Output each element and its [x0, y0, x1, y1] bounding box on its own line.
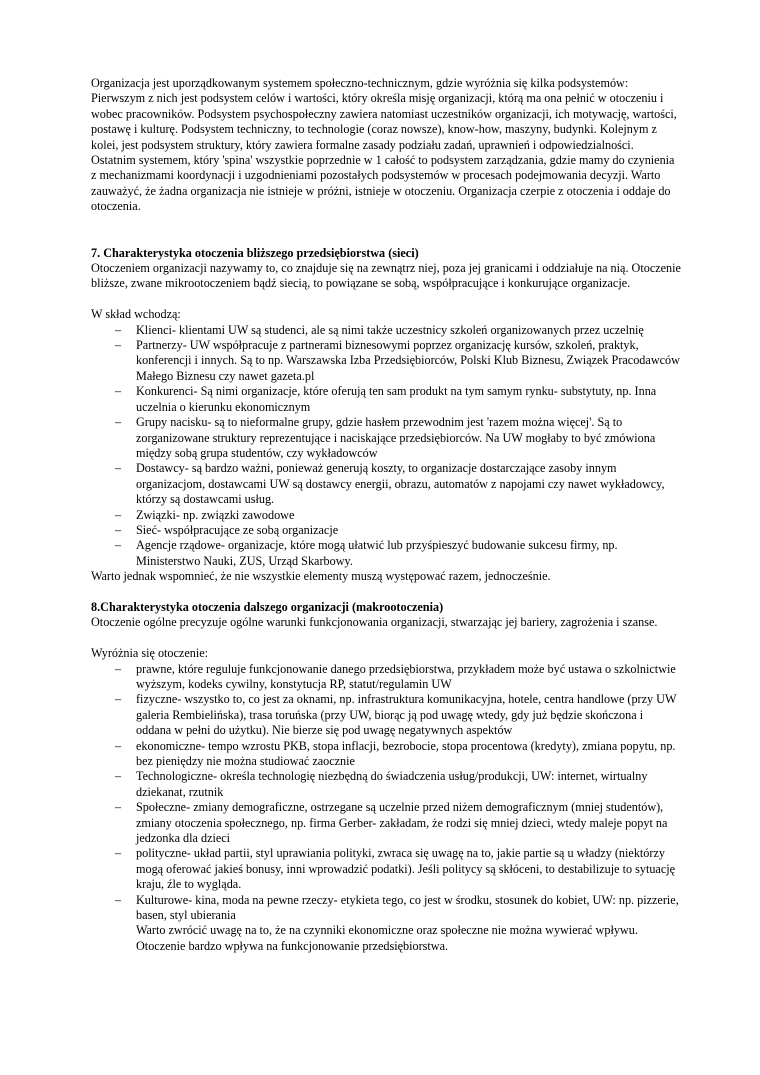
dash-bullet: – [115, 507, 122, 522]
list-item [91, 415, 681, 461]
list-item [91, 323, 681, 338]
list-item-text: Grupy nacisku- są to nieformalne grupy, gdzie hasłem przewodnim jest 'razem można więcej'. Są to zorganizowane struktury reprezentujące i naciskające przedsiębiorców. Na UW mogłaby to być zmówiona między sobą grupa studentów, czy wykładowców [136, 415, 656, 460]
intro-paragraph: Organizacja jest uporządkowanym systemem społeczno-technicznym, gdzie wyróżnia się kilka podsystemów: Pierwszym z nich jest podsystem celów i wartości, który określa misję organizacji, którą ma ona pełnić w otoczeniu i wobec pracowników. Podsystem psychospołeczny zawiera natomiast uczestników organizacji, ich motywację, wartości, postawę i kulturę. Podsystem techniczny, to technologie (coraz nowsze), know-how, maszyny, budynki. Kolejnym z kolei, jest podsystem struktury, który zawiera formalne zasady podziału zadań, uprawnień i odpowiedzialności. Ostatnim systemem, który 'spina' wszystkie poprzednie w 1 całość to podsystem zarządzania, gdzie mamy do czynienia z mechanizmami koordynacji i uzgodnieniami pozostałych podsystemów w procesach podejmowania decyzji. Warto zauważyć, że żadna organizacja nie istnieje w próżni, istnieje w otoczeniu. Organizacja czerpie z otoczenia i oddaje do otoczenia. [91, 76, 677, 214]
list-item-text: prawne, które reguluje funkcjonowanie danego przedsiębiorstwa, przykładem może być ustawa o szkolnictwie wyższym, kodeks cywilny, konstytucja RP, statut/regulamin UW [136, 661, 676, 691]
list-item-text: Sieć- współpracujące ze sobą organizacje [136, 522, 339, 537]
list-item [91, 384, 681, 415]
document-page [91, 76, 681, 954]
section-8-list [91, 662, 681, 955]
closing-line: Otoczenie bardzo wpływa na funkcjonowanie przedsiębiorstwa. [136, 938, 449, 953]
dash-bullet: – [115, 846, 122, 861]
list-item-text: Kulturowe- kina, moda na pewne rzeczy- etykieta tego, co jest w środku, stosunek do kobiet, UW: np. pizzerie, basen, styl ubierania [136, 892, 679, 923]
section-8-heading: 8.Charakterystyka otoczenia dalszego organizacji (makrootoczenia) [91, 599, 444, 614]
dash-bullet: – [115, 692, 122, 707]
section-7 [91, 246, 681, 585]
list-item [91, 769, 681, 800]
dash-bullet: – [115, 538, 122, 553]
list-item [91, 538, 681, 569]
list-item [91, 461, 681, 507]
dash-bullet: – [115, 522, 122, 537]
dash-bullet: – [115, 461, 122, 476]
dash-bullet: – [115, 384, 122, 399]
list-item-text: ekonomiczne- tempo wzrostu PKB, stopa inflacji, bezrobocie, stopa procentowa (kredyty), zmiana popytu, np. bez pieniędzy nie można studiować zaocznie [136, 738, 676, 769]
dash-bullet: – [115, 800, 122, 815]
list-item-text: Partnerzy- UW współpracuje z partnerami biznesowymi poprzez organizację kursów, szkoleń, praktyk, konferencji i innych. Są to np. Warszawska Izba Przedsiębiorców, Polski Klub Biznesu, Związek Pracodawców Małego Biznesu czy nawet gazeta.pl [136, 338, 680, 383]
dash-bullet: – [115, 738, 122, 753]
list-item-text: Konkurenci- Są nimi organizacje, które oferują ten sam produkt na tym samym rynku- substytuty, np. Inna uczelnia o kierunku ekonomicznym [136, 384, 657, 414]
dash-bullet: – [115, 415, 122, 430]
closing-line: Warto zwrócić uwagę na to, że na czynniki ekonomiczne oraz społeczne nie można wywierać wpływu. [136, 923, 638, 938]
list-item [91, 523, 681, 538]
section-8-list-intro: Wyróżnia się otoczenie: [91, 646, 209, 661]
list-item-text: fizyczne- wszystko to, co jest za oknami, np. infrastruktura komunikacyjna, hotele, centra handlowe (przy UW galeria Rembielińska), trasa toruńska (przy UW, biorąc ją pod uwagę wtedy, gdy już będzie skończona i oddana w pełni do użytku). Nie bierze się pod uwagę negatywnych aspektów [136, 692, 677, 738]
section-7-list-intro: W skład wchodzą: [91, 307, 181, 322]
list-item-text: Społeczne- zmiany demograficzne, ostrzegane są uczelnie przed niżem demograficznym (mniej studentów), zmiany otoczenia społecznego, np. firma Gerber- zakładam, że rodzi się mniej dzieci, wtedy maleje popyt na jedzonka dla dzieci [136, 800, 668, 846]
section-8 [91, 600, 681, 954]
section-7-paragraph: Otoczeniem organizacji nazywamy to, co znajduje się na zewnątrz niej, poza jej granicami i oddziałuje na nią. Otoczenie bliższe, zwane mikrootoczeniem bądź siecią, to powiązane se sobą, współpracujące i konkurujące organizacje. [91, 261, 681, 291]
list-item [91, 662, 681, 693]
list-item-text: Dostawcy- są bardzo ważni, ponieważ generują koszty, to organizacje dostarczające zasoby innym organizacjom, dostawcami UW są dostawcy energii, obrazu, automatów z napojami czy nawet wykładowcy, którzy są dostawcami usług. [136, 461, 665, 507]
blank-line [91, 631, 681, 646]
list-item [91, 846, 681, 892]
dash-bullet: – [115, 892, 122, 907]
blank-line [91, 292, 681, 307]
list-item-text: Agencje rządowe- organizacje, które mogą ułatwić lub przyśpieszyć budowanie sukcesu firmy, np. Ministerstwo Nauki, ZUS, Urząd Skarbowy. [136, 538, 618, 568]
section-7-heading: 7. Charakterystyka otoczenia bliższego przedsiębiorstwa (sieci) [91, 245, 419, 260]
list-item-text: Klienci- klientami UW są studenci, ale są nimi także uczestnicy szkoleń organizowanych przez uczelnię [136, 322, 644, 337]
list-item-text: Technologiczne- określa technologię niezbędną do świadczenia usług/produkcji, UW: internet, wirtualny dziekanat, rzutnik [136, 769, 648, 799]
section-7-closing: Warto jednak wspomnieć, że nie wszystkie elementy muszą występować razem, jednocześnie. [91, 569, 551, 584]
list-item [91, 508, 681, 523]
dash-bullet: – [115, 769, 122, 784]
list-item-text: polityczne- układ partii, styl uprawiania polityki, zwraca się uwagę na to, jakie partie są u władzy (niektórzy mogą oferować jakieś bonusy, inni wprowadzić podatki). Jeśli politycy są skłóceni, to destabilizuje to sytuację kraju, źle to wygląda. [136, 846, 676, 892]
list-item [91, 692, 681, 738]
dash-bullet: – [115, 322, 122, 337]
section-8-paragraph: Otoczenie ogólne precyzuje ogólne warunki funkcjonowania organizacji, stwarzając jej bariery, zagrożenia i szanse. [91, 615, 658, 630]
list-item [91, 893, 681, 955]
section-7-list [91, 323, 681, 570]
dash-bullet: – [115, 661, 122, 676]
blank-line [91, 585, 681, 600]
list-item-text: Związki- np. związki zawodowe [136, 507, 295, 522]
list-item [91, 800, 681, 846]
list-item [91, 338, 681, 384]
dash-bullet: – [115, 338, 122, 353]
list-item [91, 739, 681, 770]
